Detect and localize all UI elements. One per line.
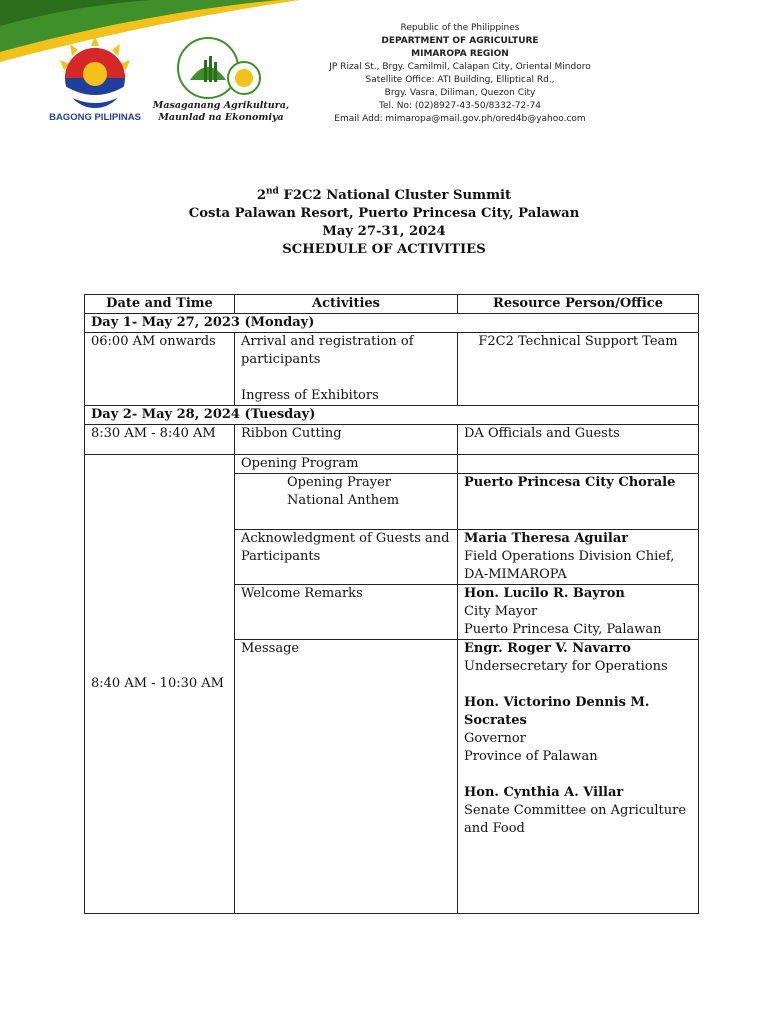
letterhead-region: MIMAROPA REGION: [411, 49, 509, 59]
welcome-resource: Hon. Lucilo R. Bayron City Mayor Puerto Princesa City, Palawan: [458, 585, 699, 640]
department-of-agriculture-logo: [168, 34, 268, 106]
welcome-activity: Welcome Remarks: [235, 585, 458, 640]
schedule-table: [84, 294, 699, 914]
tagline-line-2: Maunlad na Ekonomiya: [158, 112, 284, 123]
header-resource: Resource Person/Office: [458, 295, 699, 314]
table-row: [85, 333, 699, 406]
da-seal-icon: [168, 34, 268, 106]
da-tagline: [146, 100, 296, 124]
table-row: [85, 425, 699, 455]
sun-emblem-icon: [40, 34, 150, 114]
header-date-time: Date and Time: [85, 295, 235, 314]
acknowledgment-resource: Maria Theresa Aguilar Field Operations Division Chief, DA-MIMAROPA: [458, 530, 699, 585]
schedule-heading: SCHEDULE OF ACTIVITIES: [282, 242, 486, 257]
day-1-label: Day 1- May 27, 2023 (Monday): [85, 314, 699, 333]
day-2-row: [85, 406, 699, 425]
ribbon-time: 8:30 AM - 8:40 AM: [85, 425, 235, 455]
day-1-activity: Arrival and registration of participants Ingress of Exhibitors: [235, 333, 458, 406]
message-resource: Engr. Roger V. Navarro Undersecretary for Operations Hon. Victorino Dennis M. Socrates Governor Province of Palawan Hon. Cynthia A. Villar Senate Committee on Agriculture and Food: [458, 640, 699, 914]
bagong-pilipinas-label: BAGONG PILIPINAS: [49, 112, 141, 123]
day-2-label: Day 2- May 28, 2024 (Tuesday): [85, 406, 699, 425]
ribbon-resource: DA Officials and Guests: [458, 425, 699, 455]
letterhead-telephone: Tel. No: (02)8927-43-50/8332-72-74: [379, 101, 541, 111]
header-activities: Activities: [235, 295, 458, 314]
tagline-line-1: Masaganang Agrikultura,: [152, 100, 290, 111]
day-1-resource: F2C2 Technical Support Team: [458, 333, 699, 406]
venue-title: Costa Palawan Resort, Puerto Princesa City, Palawan: [188, 206, 580, 221]
ribbon-activity: Ribbon Cutting: [235, 425, 458, 455]
chorale-resource: Puerto Princesa City Chorale: [458, 474, 699, 530]
letterhead-address: JP Rizal St., Brgy. Camilmil, Calapan City, Oriental Mindoro: [329, 62, 591, 72]
day-1-time: 06:00 AM onwards: [85, 333, 235, 406]
letterhead-department: DEPARTMENT OF AGRICULTURE: [381, 36, 539, 46]
date-title: May 27-31, 2024: [322, 224, 446, 239]
acknowledgment-activity: Acknowledgment of Guests and Participants: [235, 530, 458, 585]
document-title-block: [84, 187, 684, 259]
opening-prayer-anthem: Opening Prayer National Anthem: [235, 474, 458, 530]
bagong-pilipinas-logo: [40, 34, 150, 126]
letterhead-republic: Republic of the Philippines: [400, 23, 520, 33]
letterhead-address-block: [300, 22, 620, 126]
table-header-row: [85, 295, 699, 314]
summit-title: 2nd F2C2 National Cluster Summit: [256, 186, 512, 203]
message-activity: Message: [235, 640, 458, 914]
table-row: [85, 455, 699, 474]
day-1-row: [85, 314, 699, 333]
program-time: 8:40 AM - 10:30 AM: [85, 455, 235, 914]
letterhead-satellite-office: Satellite Office: ATI Building, Elliptical Rd.,: [365, 75, 555, 85]
letterhead-email: Email Add: mimaropa@mail.gov.ph/ored4b@yahoo.com: [334, 114, 586, 124]
opening-program: Opening Program: [235, 455, 458, 474]
letterhead-satellite-address: Brgy. Vasra, Diliman, Quezon City: [384, 88, 536, 98]
opening-program-resource: [458, 455, 699, 474]
